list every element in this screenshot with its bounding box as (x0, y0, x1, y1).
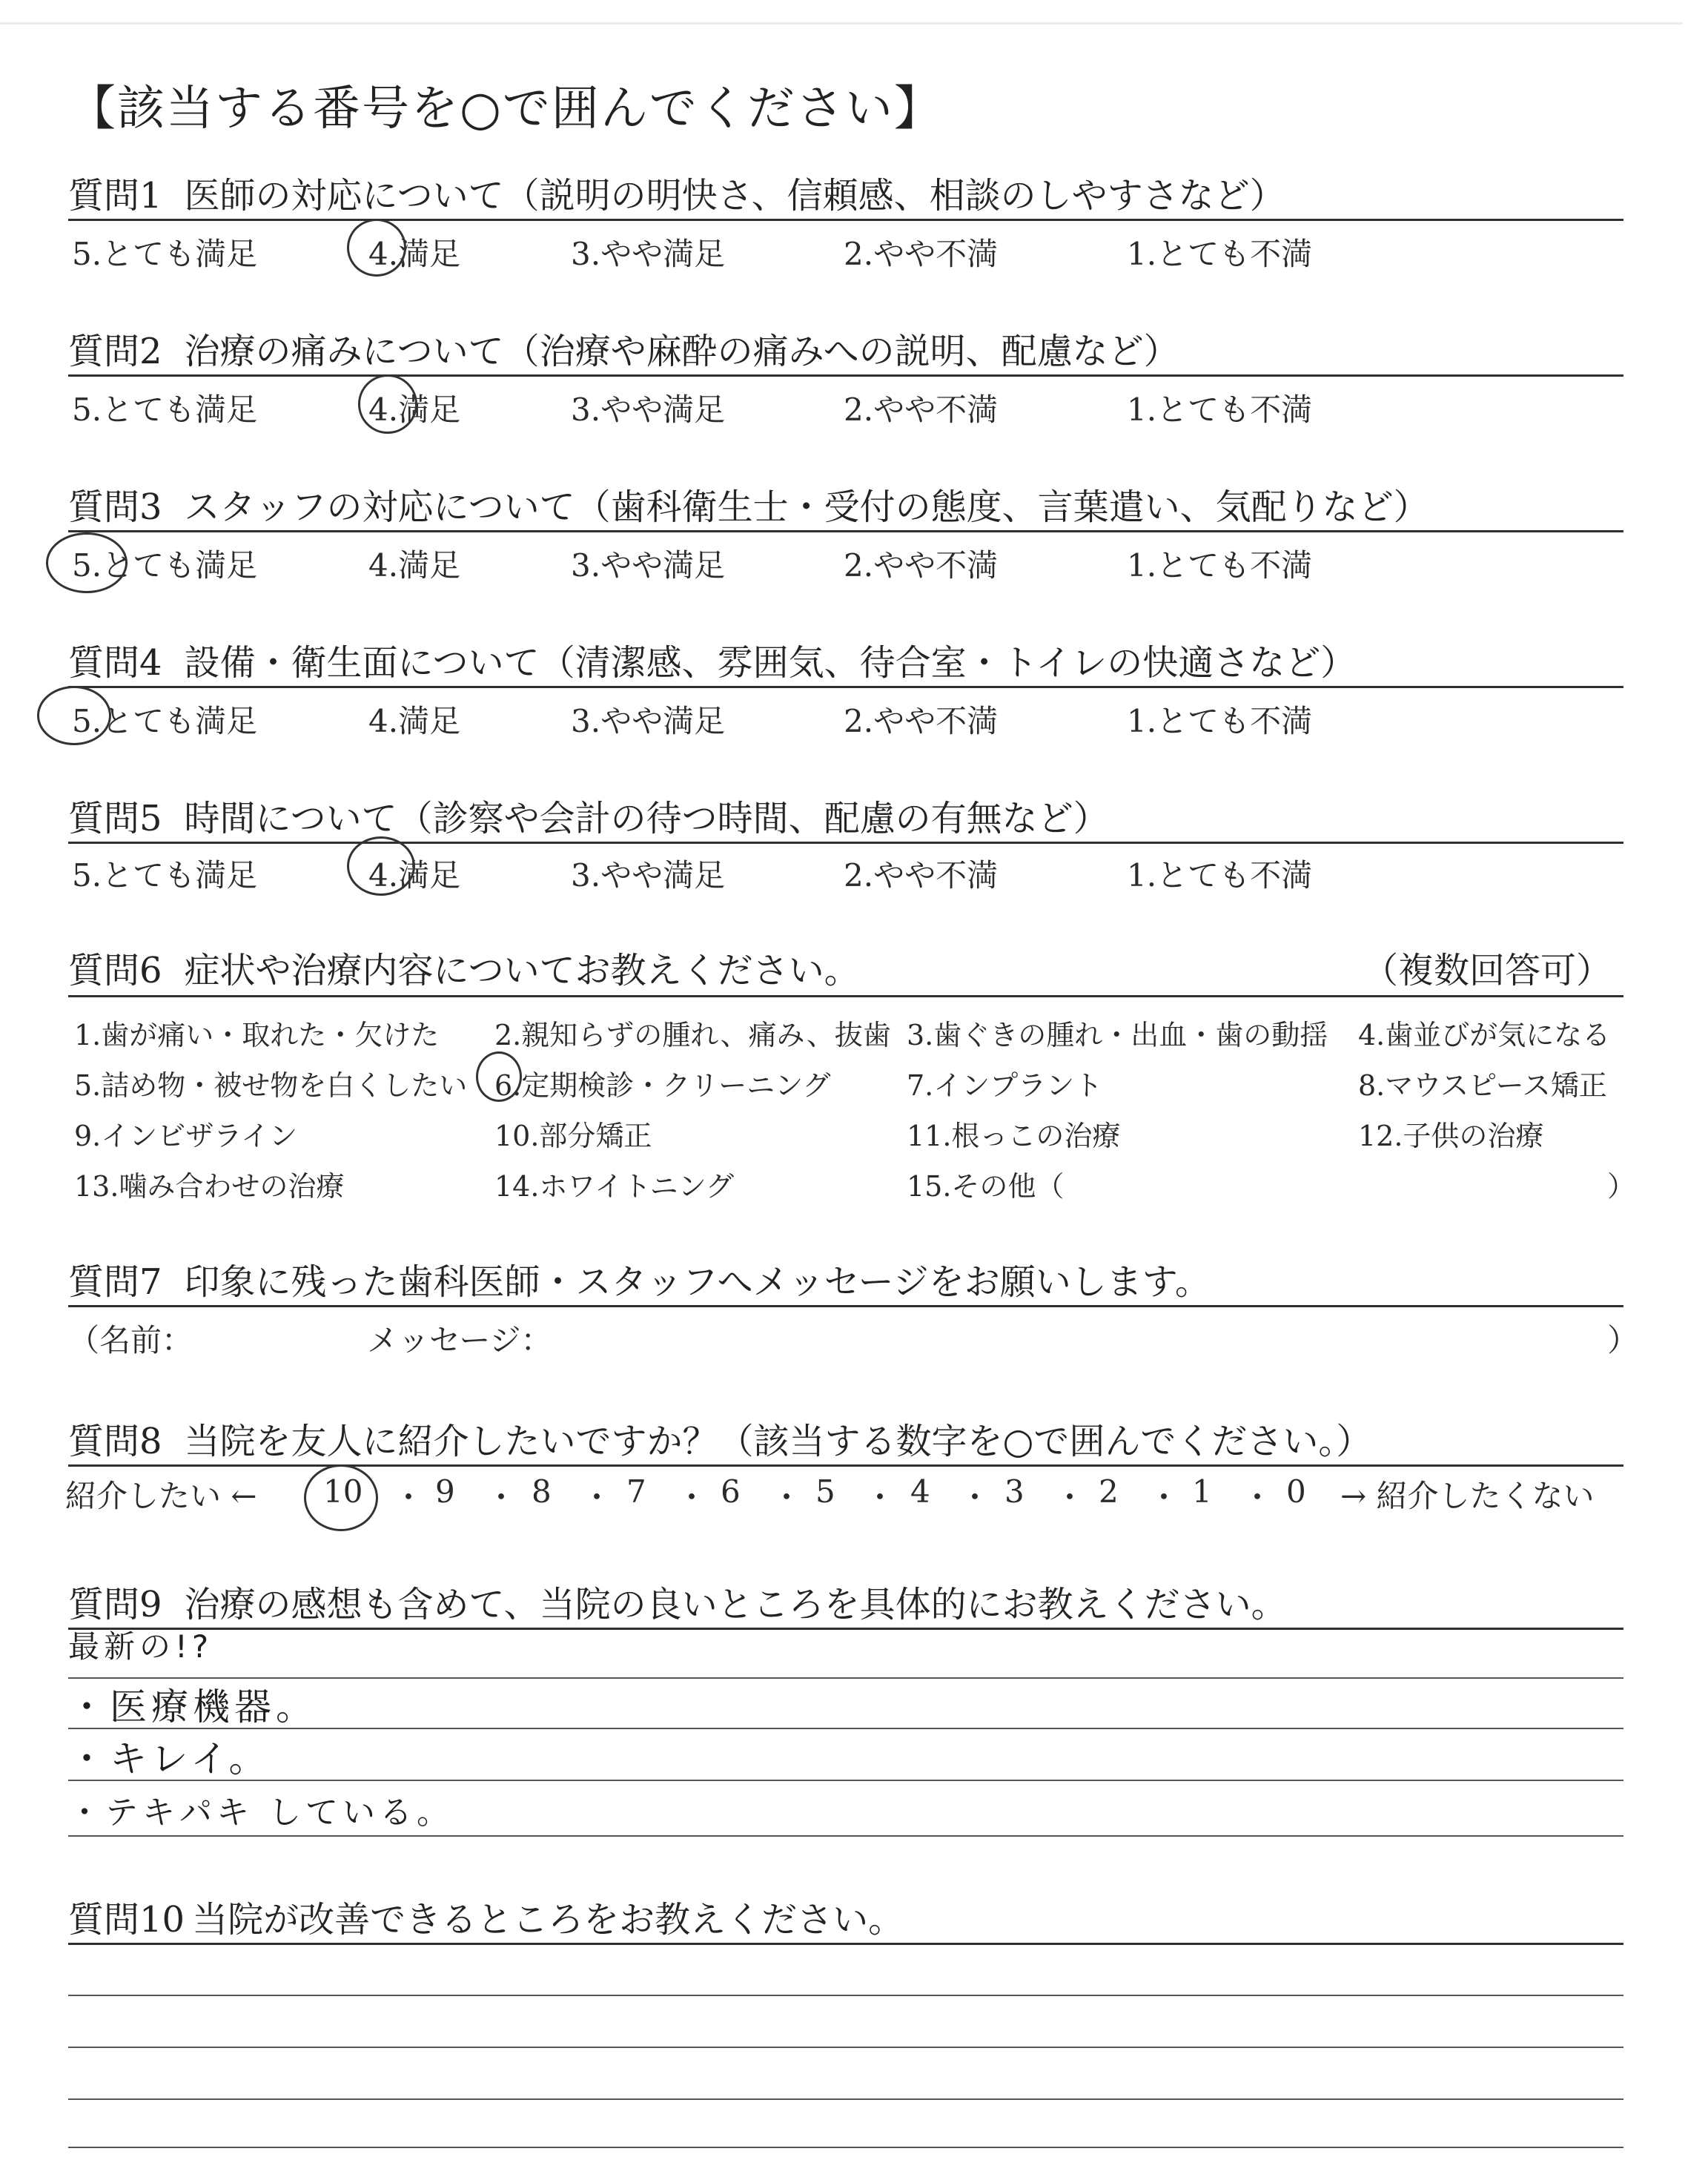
question-10-rule (68, 1943, 1623, 1945)
question-5-rule (68, 842, 1623, 844)
q3-option-4[interactable]: 4.満足 (368, 547, 461, 584)
q8-selection-circle (304, 1464, 378, 1531)
q2-option-2[interactable]: 2.やや不満 (844, 392, 999, 428)
q6-item-12[interactable]: 12.子供の治療 (1358, 1120, 1544, 1152)
q4-option-2[interactable]: 2.やや不満 (844, 703, 999, 739)
q1-option-3[interactable]: 3.やや満足 (571, 236, 726, 272)
q5-option-2[interactable]: 2.やや不満 (844, 857, 999, 894)
q7-close-paren: ） (1607, 1322, 1639, 1358)
q8-scale-9[interactable]: 9 (435, 1473, 455, 1510)
answer-line (68, 2098, 1623, 2100)
q6-item-9[interactable]: 9.インビザライン (74, 1120, 298, 1152)
q9-handwritten-line-2: ・医療機器。 (68, 1685, 317, 1728)
scan-edge (0, 22, 1683, 24)
q8-separator: ・ (771, 1479, 803, 1516)
question-5-text: 時間について（診察や会計の待つ時間、配慮の有無など） (184, 798, 1109, 839)
q6-item-8[interactable]: 8.マウスピース矯正 (1358, 1069, 1607, 1102)
q4-selection-circle (37, 686, 111, 745)
q8-separator: ・ (581, 1479, 613, 1516)
question-8-number: 質問8 (68, 1421, 162, 1462)
question-6-text: 症状や治療内容についてお教えください。 (184, 950, 860, 991)
q1-option-5[interactable]: 5.とても満足 (72, 236, 258, 272)
question-6-heading (68, 942, 860, 993)
answer-line (68, 1995, 1623, 1996)
question-1-text: 医師の対応について（説明の明快さ、信頼感、相談のしやすさなど） (184, 175, 1285, 217)
q8-separator: ・ (393, 1479, 425, 1516)
question-6-note: （複数回答可） (1363, 950, 1612, 991)
q8-scale-5[interactable]: 5 (815, 1473, 835, 1510)
q8-scale-4[interactable]: 4 (910, 1473, 930, 1510)
q6-item-1[interactable]: 1.歯が痛い・取れた・欠けた (74, 1019, 440, 1051)
q1-selection-circle (347, 219, 406, 277)
q8-right-label: → 紹介したくない (1340, 1478, 1595, 1514)
q2-option-3[interactable]: 3.やや満足 (571, 392, 726, 428)
q8-separator: ・ (959, 1479, 991, 1516)
q8-scale-6[interactable]: 6 (721, 1473, 741, 1510)
q4-option-1[interactable]: 1.とても不満 (1127, 703, 1313, 739)
q6-item-15-close: ） (1607, 1170, 1636, 1203)
q6-item-5[interactable]: 5.詰め物・被せ物を白くしたい (74, 1069, 468, 1102)
q8-separator: ・ (676, 1479, 708, 1516)
q1-option-4[interactable]: 4.満足 (368, 236, 461, 272)
question-4-rule (68, 686, 1623, 688)
question-6-number: 質問6 (68, 950, 162, 991)
question-3-number: 質問3 (68, 486, 162, 528)
q8-scale-8[interactable]: 8 (532, 1473, 552, 1510)
q8-separator: ・ (1054, 1479, 1086, 1516)
q7-name-label: （名前： (68, 1322, 193, 1358)
q3-selection-circle (46, 532, 128, 593)
question-9-number: 質問9 (68, 1584, 162, 1625)
q8-scale-1[interactable]: 1 (1192, 1473, 1212, 1510)
q2-option-4[interactable]: 4.満足 (368, 392, 461, 428)
question-7-heading (68, 1253, 1211, 1304)
question-10-text: 当院が改善できるところをお教えください。 (192, 1899, 904, 1941)
question-8-rule (68, 1464, 1623, 1467)
q8-scale-7[interactable]: 7 (626, 1473, 646, 1510)
q3-option-5[interactable]: 5.とても満足 (72, 547, 258, 584)
q8-scale-0[interactable]: 0 (1286, 1473, 1306, 1510)
question-2-number: 質問2 (68, 331, 162, 372)
q5-option-5[interactable]: 5.とても満足 (72, 857, 258, 894)
question-1-rule (68, 219, 1623, 221)
q1-option-1[interactable]: 1.とても不満 (1127, 236, 1313, 272)
answer-line (68, 1835, 1623, 1837)
q5-selection-circle (347, 836, 415, 896)
q9-handwritten-line-3: ・キレイ。 (68, 1737, 271, 1780)
question-3-rule (68, 530, 1623, 532)
q4-option-3[interactable]: 3.やや満足 (571, 703, 726, 739)
question-8-heading (68, 1413, 1371, 1464)
q7-message-label[interactable]: メッセージ： (367, 1322, 552, 1358)
q8-scale-10[interactable]: 10 (323, 1473, 363, 1510)
q5-option-3[interactable]: 3.やや満足 (571, 857, 726, 894)
question-2-heading (68, 323, 1179, 374)
q6-item-2[interactable]: 2.親知らずの腫れ、痛み、抜歯 (494, 1019, 891, 1051)
form-title: 【該当する番号を○で囲んでください】 (68, 82, 943, 136)
question-4-number: 質問4 (68, 642, 162, 684)
q4-option-4[interactable]: 4.満足 (368, 703, 461, 739)
question-3-heading (68, 478, 1429, 529)
question-7-text: 印象に残った歯科医師・スタッフへメッセージをお願いします。 (184, 1261, 1211, 1303)
q6-item-3[interactable]: 3.歯ぐきの腫れ・出血・歯の動揺 (907, 1019, 1328, 1051)
q8-separator: ・ (1242, 1479, 1274, 1516)
question-10-heading (68, 1891, 904, 1942)
answer-line (68, 2047, 1623, 2048)
q2-option-5[interactable]: 5.とても満足 (72, 392, 258, 428)
question-10-number: 質問10 (68, 1899, 185, 1941)
question-6-rule (68, 995, 1623, 997)
q8-separator: ・ (1148, 1479, 1180, 1516)
answer-line (68, 2147, 1623, 2148)
q8-scale-3[interactable]: 3 (1004, 1473, 1025, 1510)
q6-item-4[interactable]: 4.歯並びが気になる (1358, 1019, 1611, 1051)
q6-item-13[interactable]: 13.噛み合わせの治療 (74, 1170, 345, 1203)
q6-item-11[interactable]: 11.根っこの治療 (907, 1120, 1121, 1152)
question-5-number: 質問5 (68, 798, 162, 839)
q1-option-2[interactable]: 2.やや不満 (844, 236, 999, 272)
question-1-number: 質問1 (68, 175, 162, 217)
question-4-text: 設備・衛生面について（清潔感、雰囲気、待合室・トイレの快適さなど） (184, 642, 1357, 684)
question-8-text: 当院を友人に紹介したいですか？（該当する数字を○で囲んでください。） (184, 1421, 1372, 1462)
q9-handwritten-line-1: 最新の!? (68, 1628, 214, 1665)
question-2-rule (68, 374, 1623, 377)
question-4-heading (68, 634, 1356, 685)
q8-scale-2[interactable]: 2 (1099, 1473, 1119, 1510)
question-9-rule (68, 1628, 1623, 1630)
q3-option-3[interactable]: 3.やや満足 (571, 547, 726, 584)
q9-handwritten-line-4: ・テキパキ している。 (68, 1794, 454, 1832)
question-7-number: 質問7 (68, 1261, 162, 1303)
q6-item-6[interactable]: 6.定期検診・クリーニング (494, 1069, 831, 1102)
q8-separator: ・ (486, 1479, 517, 1516)
answer-line (68, 1780, 1623, 1781)
q8-left-label: 紹介したい ← (65, 1478, 257, 1514)
q2-selection-circle (358, 374, 417, 434)
question-9-text: 治療の感想も含めて、当院の良いところを具体的にお教えください。 (184, 1584, 1287, 1625)
q4-option-5[interactable]: 5.とても満足 (72, 703, 258, 739)
q6-item-10[interactable]: 10.部分矯正 (494, 1120, 652, 1152)
question-9-heading (68, 1576, 1287, 1627)
q3-option-1[interactable]: 1.とても不満 (1127, 547, 1313, 584)
q6-item-14[interactable]: 14.ホワイトニング (494, 1170, 735, 1203)
q2-option-1[interactable]: 1.とても不満 (1127, 392, 1313, 428)
q3-option-2[interactable]: 2.やや不満 (844, 547, 999, 584)
q8-separator: ・ (864, 1479, 896, 1516)
question-7-rule (68, 1305, 1623, 1307)
q5-option-1[interactable]: 1.とても不満 (1127, 857, 1313, 894)
question-2-text: 治療の痛みについて（治療や麻酔の痛みへの説明、配慮など） (184, 331, 1179, 372)
q6-item-15[interactable]: 15.その他（ (907, 1170, 1065, 1203)
question-5-heading (68, 790, 1109, 841)
q6-selection-circle (476, 1051, 522, 1102)
question-1-heading (68, 167, 1285, 218)
q5-option-4[interactable]: 4.満足 (368, 857, 461, 894)
question-3-text: スタッフの対応について（歯科衛生士・受付の態度、言葉遣い、気配りなど） (184, 486, 1429, 528)
q6-item-7[interactable]: 7.インプラント (907, 1069, 1103, 1102)
